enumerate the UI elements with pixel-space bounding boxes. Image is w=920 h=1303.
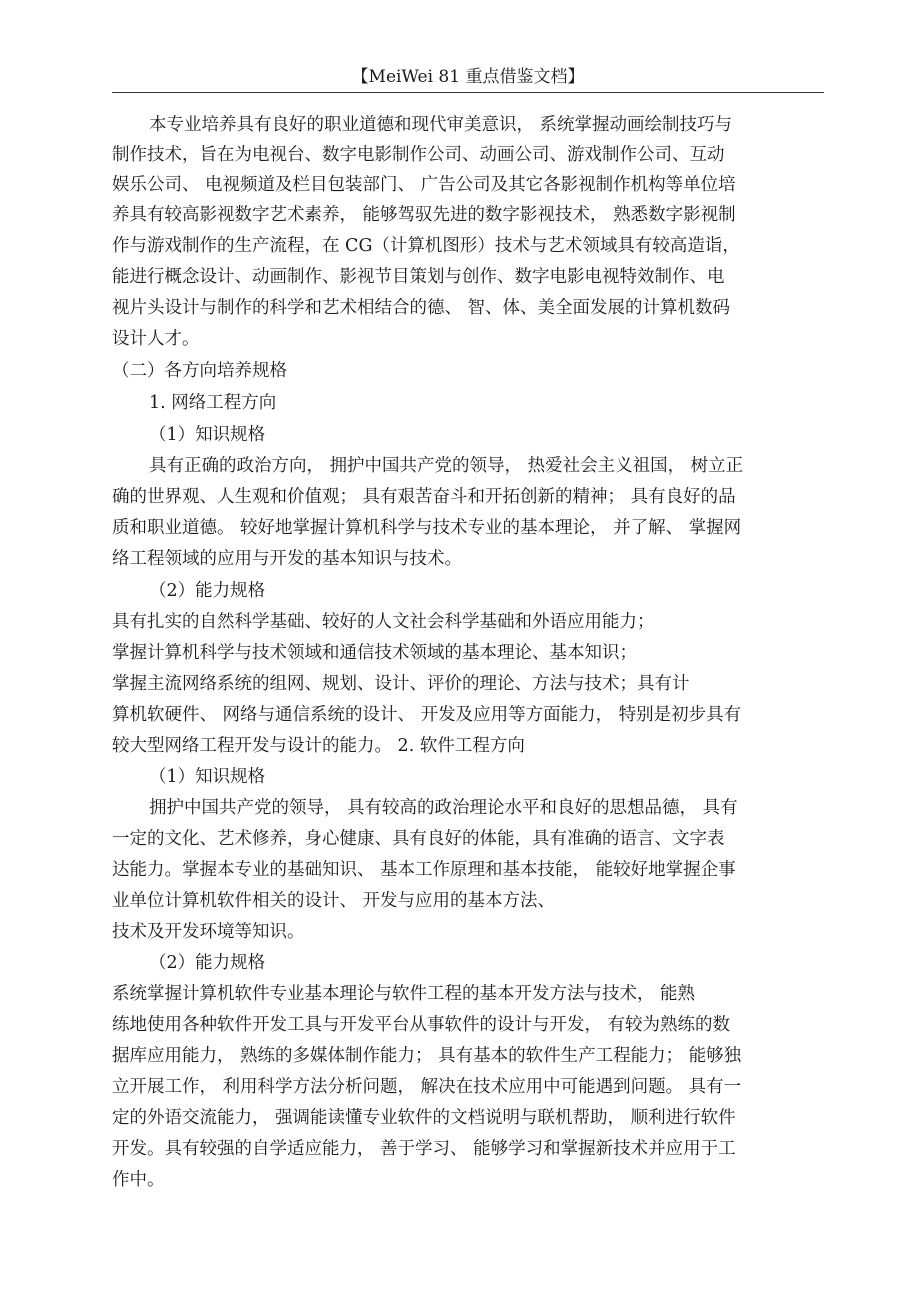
paragraph-line: 掌握主流网络系统的组网、规划、设计、评价的理论、方法与技术；具有计: [112, 674, 690, 694]
paragraph-line: 技术及开发环境等知识。: [112, 922, 305, 942]
paragraph-line: 设计人才。: [112, 329, 200, 349]
paragraph-line: 具有正确的政治方向， 拥护中国共产党的领导， 热爱社会主义祖国， 树立正: [149, 456, 744, 476]
subsection-heading: （1）知识规格: [149, 425, 266, 445]
subsection-heading: （2）能力规格: [149, 953, 266, 973]
paragraph-line: 娱乐公司、 电视频道及栏目包装部门、 广告公司及其它各影视制作机构等单位培: [112, 175, 736, 195]
paragraph-line: 络工程领域的应用与开发的基本知识与技术。: [112, 549, 462, 569]
paragraph-line: 具有扎实的自然科学基础、较好的人文社会科学基础和外语应用能力；: [112, 612, 655, 632]
paragraph-line: 视片头设计与制作的科学和艺术相结合的德、 智、体、美全面发展的计算机数码: [112, 298, 731, 318]
subsection-heading: （2）能力规格: [149, 581, 266, 601]
paragraph-line: 一定的文化、艺术修养，身心健康、具有良好的体能，具有准确的语言、文字表: [112, 829, 725, 849]
paragraph-line: 掌握计算机科学与技术领域和通信技术领域的基本理论、基本知识；: [112, 643, 637, 663]
paragraph-line: 据库应用能力， 熟练的多媒体制作能力； 具有基本的软件生产工程能力； 能够独: [112, 1046, 742, 1066]
paragraph-line: 业单位计算机软件相关的设计、 开发与应用的基本方法、: [112, 891, 556, 911]
paragraph-line: 算机软硬件、 网络与通信系统的设计、 开发及应用等方面能力， 特别是初步具有: [112, 705, 742, 725]
paragraph-line: 立开展工作， 利用科学方法分析问题， 解决在技术应用中可能遇到问题。 具有一: [112, 1077, 742, 1097]
paragraph-line: 较大型网络工程开发与设计的能力。 2. 软件工程方向: [112, 736, 525, 756]
paragraph-line: 拥护中国共产党的领导， 具有较高的政治理论水平和良好的思想品德， 具有: [149, 798, 738, 818]
subsection-heading: 1. 网络工程方向: [149, 393, 277, 413]
paragraph-line: 能进行概念设计、动画制作、影视节目策划与创作、数字电影电视特效制作、电: [112, 267, 725, 287]
paragraph-line: 养具有较高影视数字艺术素养， 能够驾驭先进的数字影视技术， 熟悉数字影视制: [112, 205, 736, 225]
document-header: 【MeiWei 81 重点借鉴文档】: [112, 64, 824, 93]
paragraph-line: 质和职业道德。 较好地掌握计算机科学与技术专业的基本理论， 并了解、 掌握网: [112, 518, 742, 538]
subsection-heading: （1）知识规格: [149, 767, 266, 787]
section-heading: （二）各方向培养规格: [112, 361, 287, 381]
paragraph-line: 定的外语交流能力， 强调能读懂专业软件的文档说明与联机帮助， 顺利进行软件: [112, 1108, 736, 1128]
paragraph-line: 达能力。掌握本专业的基础知识、 基本工作原理和基本技能， 能较好地掌握企事: [112, 860, 736, 880]
paragraph-line: 作与游戏制作的生产流程，在 CG（计算机图形）技术与艺术领域具有较高造诣，: [112, 236, 740, 256]
paragraph-line: 作中。: [112, 1170, 165, 1190]
paragraph-line: 练地使用各种软件开发工具与开发平台从事软件的设计与开发， 有较为熟练的数: [112, 1015, 731, 1035]
paragraph-line: 本专业培养具有良好的职业道德和现代审美意识， 系统掌握动画绘制技巧与: [149, 115, 733, 135]
paragraph-line: 系统掌握计算机软件专业基本理论与软件工程的基本开发方法与技术， 能熟: [112, 984, 696, 1004]
paragraph-line: 制作技术，旨在为电视台、数字电影制作公司、动画公司、游戏制作公司、互动: [112, 145, 725, 165]
paragraph-line: 开发。具有较强的自学适应能力， 善于学习、 能够学习和掌握新技术并应用于工: [112, 1139, 736, 1159]
paragraph-line: 确的世界观、人生观和价值观； 具有艰苦奋斗和开拓创新的精神； 具有良好的品: [112, 487, 736, 507]
